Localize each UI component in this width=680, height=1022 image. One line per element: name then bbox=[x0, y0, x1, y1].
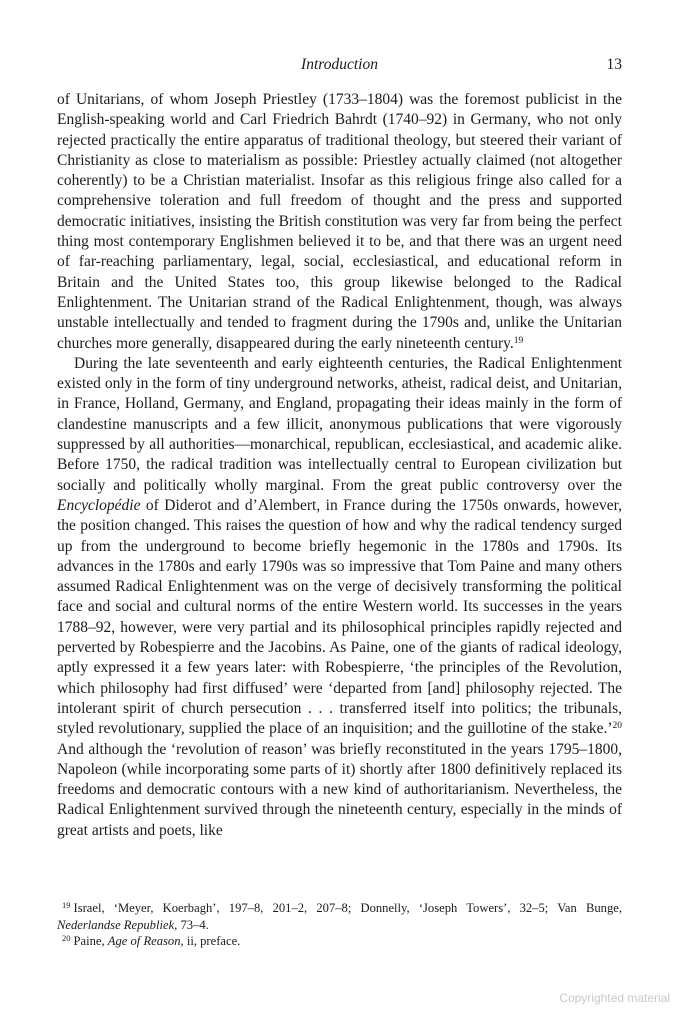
body-text bbox=[57, 90, 622, 841]
footnote-italic-title: Age of Reason bbox=[107, 934, 181, 948]
copyright-watermark: Copyrighted material bbox=[559, 991, 670, 1005]
paragraph-2-text-part-1: During the late seventeenth and early eighteenth centuries, the Radical Enlightenment existed only in the form of tiny underground networks, atheist, radical deist, and Unitarian, in France, Holland, Germany, and England, propagating their ideas mainly in the form of clandestine manuscripts and a few illicit, anonymous publications that were vigorously suppressed by all authorities—monarchical, republican, ecclesiastical, and academic alike. Before 1750, the radical tradition was intellectually central to European civilization but socially and politically wholly marginal. From the great public controversy over the bbox=[57, 354, 622, 494]
paragraph-2-text-part-3: And although the ‘revolution of reason’ was briefly reconstituted in the years 1795–1800, Napoleon (while incorporating some parts of it) shortly after 1800 definitively replaced its freedoms and democratic contours with a new kind of authoritarianism. Nevertheless, the Radical Enlightenment survived through the nineteenth century, especially in the minds of great artists and poets, like bbox=[57, 740, 622, 839]
footnote-italic-title: Nederlandse Republiek bbox=[57, 917, 175, 932]
footnote-ref-20: 20 bbox=[612, 721, 622, 732]
footnote-number: 20 bbox=[62, 933, 71, 943]
paragraph-1-text: of Unitarians, of whom Joseph Priestley (1733–1804) was the foremost publicist in the English-speaking world and Carl Friedrich Bahrdt (1740–92) in Germany, who not only rejected practically the entire apparatus of traditional theology, but steered their variant of Christianity as close to materialism as possible: Priestley actually claimed (not altogether coherently) to be a Christian materialist. Insofar as this religious fringe also called for a comprehensive toleration and full freedom of thought and the press and supported democratic initiatives, insisting the British constitution was very far from being the perfect thing most contemporary Englishmen believed it to be, and that there was an urgent need of far-reaching parliamentary, legal, social, ecclesiastical, and educational reform in Britain and the United States too, this group likewise belonged to the Radical Enlightenment. The Unitarian strand of the Radical Enlightenment, though, was always unstable intellectually and tended to fragment during the 1790s and, unlike the Unitarian churches more generally, disappeared during the early nineteenth century. bbox=[57, 91, 622, 352]
footnote-20 bbox=[57, 933, 622, 950]
page-number: 13 bbox=[606, 56, 622, 73]
paragraph-2-text-part-2: of Diderot and d’Alembert, in France during the 1750s onwards, however, the position changed. This raises the question of how and why the radical tendency surged up from the underground to become briefly hegemonic in the 1780s and 1790s. Its advances in the 1780s and early 1790s was so impressive that Tom Paine and many others assumed Radical Enlightenment was on the verge of decisively transforming the political face and social and cultural norms of the entire Western world. Its successes in the years 1788–92, however, were very partial and its philosophical principles rapidly rejected and perverted by Robespierre and the Jacobins. As Paine, one of the giants of radical ideology, aptly expressed it a few years later: with Robespierre, ‘the principles of the Revolution, which philosophy had first diffused’ were ‘departed from [and] philosophy rejected. The intolerant spirit of church persecution . . . transferred itself into politics; the tribunals, styled revolutionary, supplied the place of an inquisition; and the guillotine of the stake.’ bbox=[57, 496, 622, 738]
footnote-number: 19 bbox=[62, 900, 71, 910]
paragraph-2 bbox=[57, 354, 622, 841]
footnote-text-end: , 73–4. bbox=[174, 917, 209, 932]
footnote-19 bbox=[57, 900, 622, 933]
encyclopedie-title: Encyclopédie bbox=[57, 496, 141, 514]
footnotes bbox=[57, 900, 622, 950]
footnote-text: Paine, bbox=[73, 934, 108, 948]
footnote-text-end: , ii, preface. bbox=[180, 934, 241, 948]
running-header bbox=[57, 56, 622, 80]
footnote-text: Israel, ‘Meyer, Koerbagh’, 197–8, 201–2, 207–8; Donnelly, ‘Joseph Towers’, 32–5; Van Bunge, bbox=[73, 901, 622, 915]
paragraph-1 bbox=[57, 90, 622, 354]
running-title: Introduction bbox=[301, 56, 378, 73]
footnote-ref-19: 19 bbox=[513, 335, 524, 346]
